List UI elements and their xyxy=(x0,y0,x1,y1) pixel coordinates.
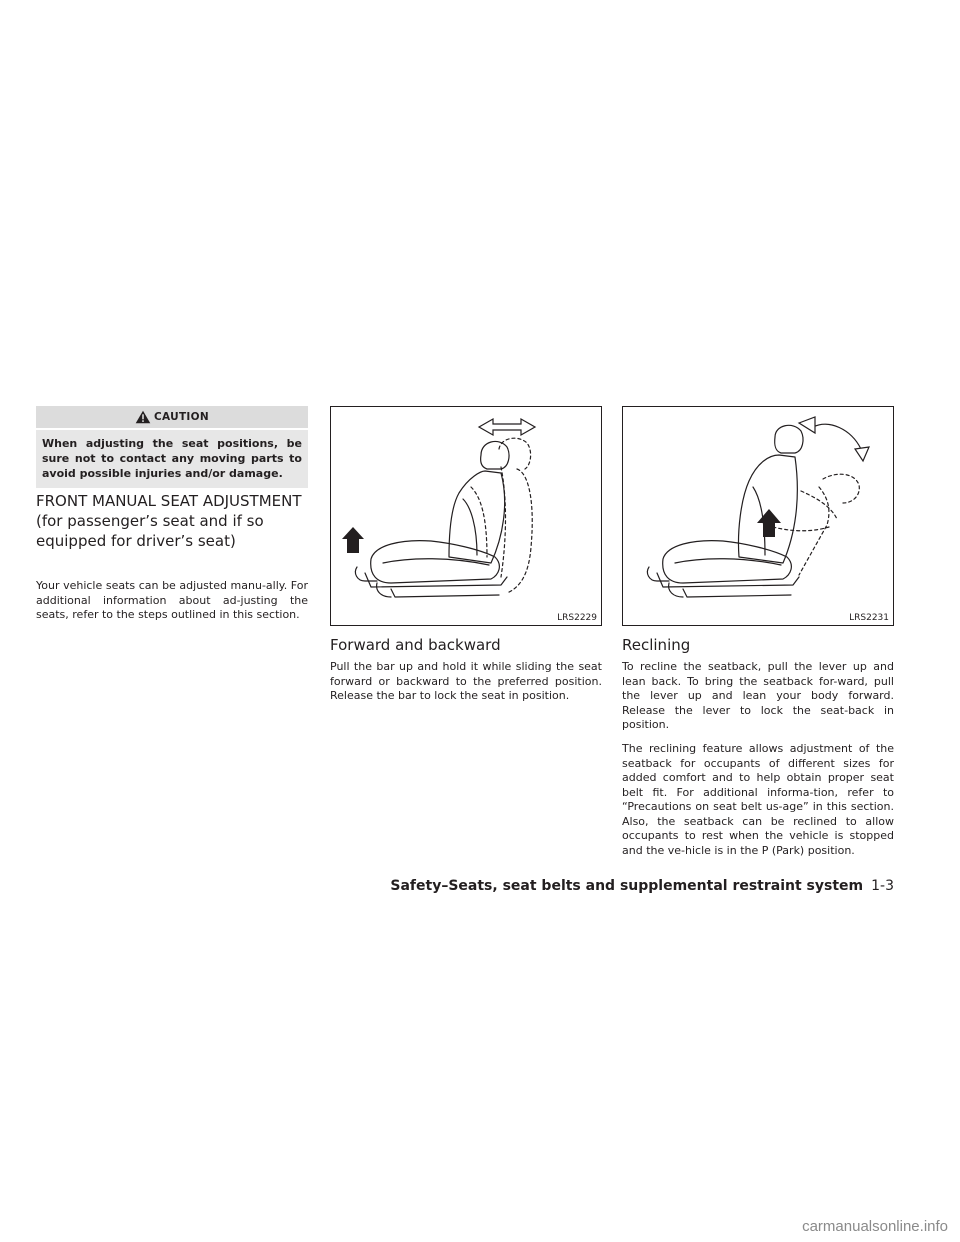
figure-label: LRS2229 xyxy=(557,613,597,623)
caution-heading: CAUTION xyxy=(154,411,209,423)
watermark: carmanualsonline.info xyxy=(802,1218,948,1235)
reclining-text-1: To recline the seatback, pull the lever up and lean back. To bring the seatback for-ward, pull the lever up and lean your body forward. Release the lever to lock the seat-back in position. xyxy=(622,660,894,731)
caution-box xyxy=(36,406,308,488)
reclining-title: Reclining xyxy=(622,636,691,654)
caution-text: When adjusting the seat positions, be sure not to contact any moving parts to avoid possible injuries and/or damage. xyxy=(36,430,308,488)
seat-slide-illustration xyxy=(331,407,601,625)
chapter-title: Safety–Seats, seat belts and supplemental restraint system xyxy=(390,878,864,894)
page-footer xyxy=(390,878,894,894)
page-number: 1-3 xyxy=(871,878,894,894)
seat-recline-illustration xyxy=(623,407,893,625)
figure-reclining xyxy=(622,406,894,626)
warning-icon xyxy=(135,410,151,424)
section-title: FRONT MANUAL SEAT ADJUSTMENT (for passenger’s seat and if so equipped for driver’s seat) xyxy=(36,492,302,550)
figure-forward-backward xyxy=(330,406,602,626)
forward-backward-text: Pull the bar up and hold it while sliding the seat forward or backward to the preferred position. Release the bar to lock the seat in position. xyxy=(330,660,602,702)
caution-header xyxy=(36,406,308,428)
forward-backward-title: Forward and backward xyxy=(330,636,501,654)
figure-label: LRS2231 xyxy=(849,613,889,623)
reclining-text-2: The reclining feature allows adjustment of the seatback for occupants of different sizes for added comfort and to help obtain proper seat belt fit. For additional informa-tion, refer to “Precautions on seat belt us-age” in this section. Also, the seatback can be reclined to allow occupants to rest when the vehicle is stopped and the ve-hicle is in the P (Park) position. xyxy=(622,742,894,857)
intro-paragraph: Your vehicle seats can be adjusted manu-ally. For additional information about ad-justing the seats, refer to the steps outlined in this section. xyxy=(36,579,308,621)
